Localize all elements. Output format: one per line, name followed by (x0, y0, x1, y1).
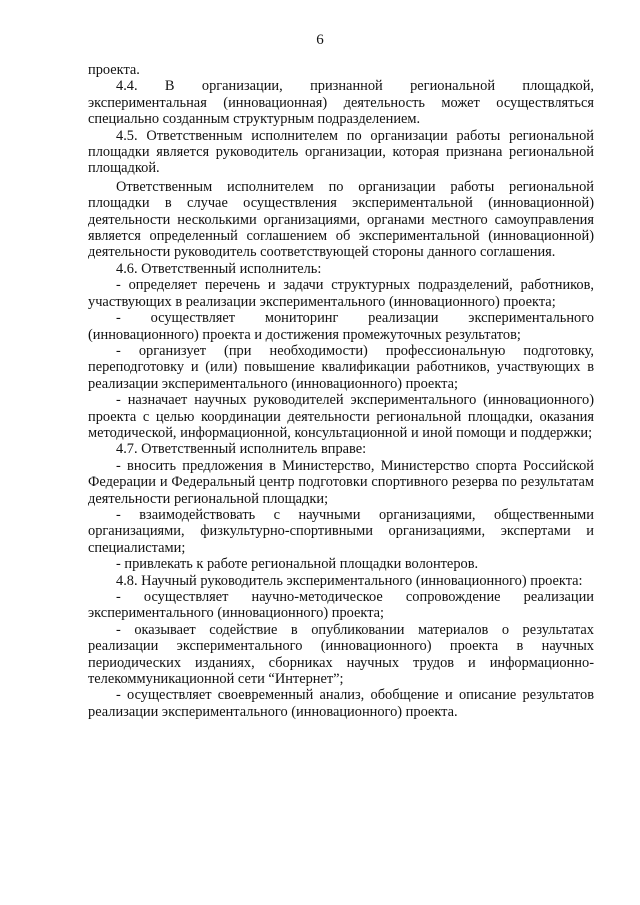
list-item-4-6-3: - организует (при необходимости) профессиональную подготовку, переподготовку и (или) повышение квалификации работников, участвующих в реализации экспериментального (инновационного) проекта; (88, 342, 594, 392)
paragraph-4-5: 4.5. Ответственным исполнителем по организации работы региональной площадки является руководитель организации, которая признана региональной площадкой. (88, 127, 594, 177)
list-item-4-6-2: - осуществляет мониторинг реализации экспериментального (инновационного) проекта и достижения промежуточных результатов; (88, 310, 594, 343)
list-item-4-6-4: - назначает научных руководителей экспериментального (инновационного) проекта с целью координации деятельности региональной площадки, оказания методической, информационной, консультационной и иной помощи и поддержки; (88, 392, 594, 441)
paragraph-4-7-heading: 4.7. Ответственный исполнитель вправе: (116, 441, 367, 458)
page-number: 6 (316, 32, 324, 48)
paragraph-4-4: 4.4. В организации, признанной региональной площадкой, экспериментальная (инновационная) деятельность может осуществляться специально созданным структурным подразделением. (88, 78, 594, 128)
list-item-4-6-1: - определяет перечень и задачи структурных подразделений, работников, участвующих в реализации экспериментального (инновационного) проекта; (88, 277, 594, 310)
list-item-4-7-3: - привлекать к работе региональной площадки волонтеров. (116, 556, 479, 573)
list-item-4-8-3: - осуществляет своевременный анализ, обобщение и описание результатов реализации экспериментального (инновационного) проекта. (88, 687, 594, 720)
paragraph-responsible-executor-multi: Ответственным исполнителем по организации работы региональной площадки в случае осуществления экспериментальной (инновационной) деятельности несколькими организациями, органами местного самоуправления является определенный соглашением об экспериментальной (инновационной) деятельности руководитель соответствующей стороны данного соглашения. (88, 178, 594, 261)
list-item-4-7-2: - взаимодействовать с научными организациями, общественными организациями, физкультурно-спортивными организациями, экспертами и специалистами; (88, 506, 594, 556)
list-item-4-7-1: - вносить предложения в Министерство, Министерство спорта Российской Федерации и Федеральный центр подготовки спортивного резерва по результатам деятельности региональной площадки; (88, 457, 594, 507)
list-item-4-8-2: - оказывает содействие в опубликовании материалов о результатах реализации экспериментального (инновационного) проекта в научных периодических изданиях, сборниках научных трудов и информационно-телекоммуникационной сети “Интернет”; (88, 621, 594, 688)
paragraph-continuation: проекта. (88, 62, 140, 78)
paragraph-4-6-heading: 4.6. Ответственный исполнитель: (116, 260, 322, 277)
document-body (88, 62, 594, 720)
paragraph-4-8-heading: 4.8. Научный руководитель экспериментального (инновационного) проекта: (116, 572, 583, 589)
list-item-4-8-1: - осуществляет научно-методическое сопровождение реализации экспериментального (инновационного) проекта; (88, 589, 594, 622)
